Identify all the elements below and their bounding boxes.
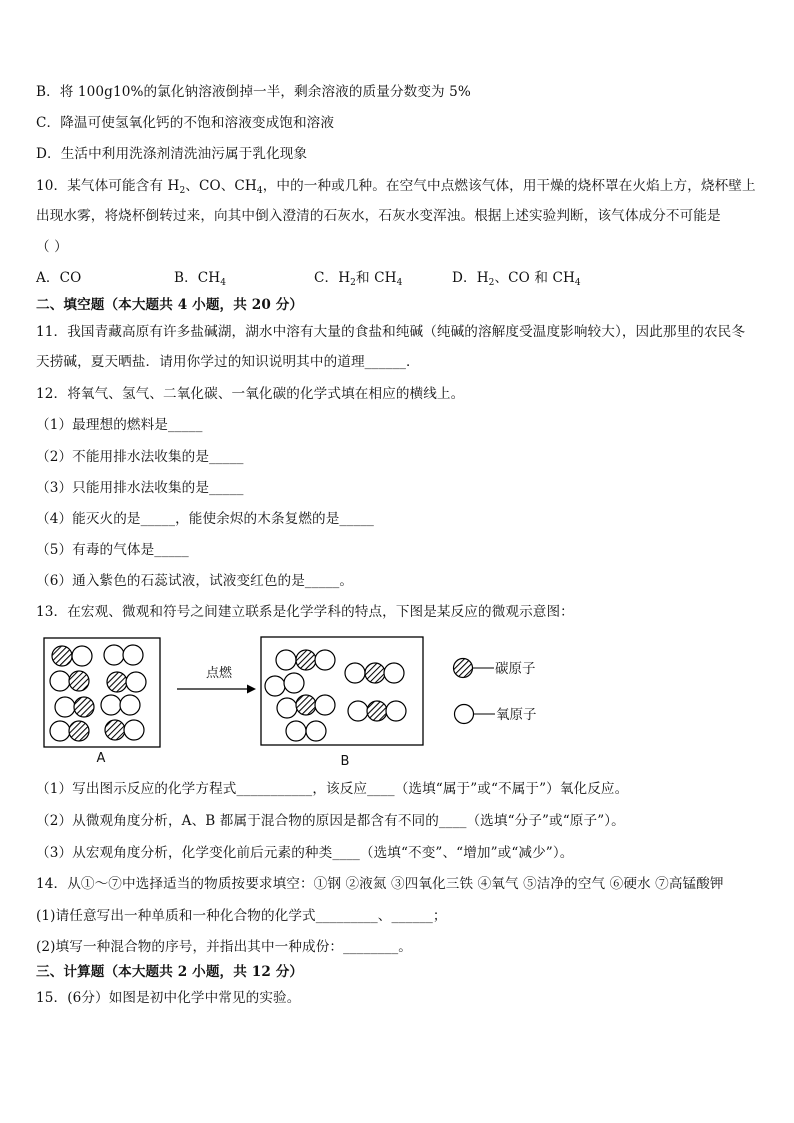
q14-stem: 14．从①～⑦中选择适当的物质按要求填空：①钢 ②液氮 ③四氧化三铁 ④氧气 ⑤洁净的空气 ⑥硬水 ⑦高锰酸钾 xyxy=(36,876,724,892)
q10-option-b: B．$CH_4$ xyxy=(174,270,227,288)
q10-option-a: A．CO xyxy=(36,270,82,286)
section-heading-calculation: 三、计算题（本大题共 2 小题，共 12 分） xyxy=(36,964,304,980)
diagram-label-a: A xyxy=(96,751,106,766)
q13-item: （3）从宏观角度分析，化学变化前后元素的种类____（选填“不变”、“增加”或“减少”）。 xyxy=(36,845,574,861)
reaction-diagram xyxy=(0,628,794,770)
q9-option-b: B．将 100g10%的氯化钠溶液倒掉一半，剩余溶液的质量分数变为 5% xyxy=(36,84,471,100)
q13-item: （2）从微观角度分析，A、B 都属于混合物的原因是都含有不同的____（选填“分子”或“原子”）。 xyxy=(36,813,625,829)
q10-option-c: C．$H_2$和 $CH_4$ xyxy=(314,270,403,288)
q12-item: （3）只能用排水法收集的是_____ xyxy=(36,480,244,496)
reaction-arrow-head xyxy=(247,685,256,694)
q11-line1: 11．我国青藏高原有许多盐碱湖，湖水中溶有大量的食盐和纯碱（纯碱的溶解度受温度影响较大），因此那里的农民冬 xyxy=(36,324,746,340)
q15-stem: 15．(6分）如图是初中化学中常见的实验。 xyxy=(36,990,301,1006)
q12-item: （4）能灭火的是_____，能使余烬的木条复燃的是_____ xyxy=(36,511,374,527)
legend-carbon-label: 碳原子 xyxy=(495,661,536,677)
q10-stem-line1: 10．某气体可能含有 $H_2$、CO、$CH_4$，中的一种或几种。在空气中点燃该气体，用干燥的烧杯罩在火焰上方，烧杯壁上 xyxy=(36,178,756,196)
q12-item: （5）有毒的气体是_____ xyxy=(36,542,189,558)
q12-item: （2）不能用排水法收集的是_____ xyxy=(36,449,244,465)
q10-stem-line2: 出现水雾，将烧杯倒转过来，向其中倒入澄清的石灰水，石灰水变浑浊。根据上述实验判断，该气体成分不可能是 xyxy=(36,208,721,224)
q11-line2: 天捞碱，夏天晒盐．请用你学过的知识说明其中的道理______． xyxy=(36,354,420,370)
q9-option-d: D．生活中利用洗涤剂清洗油污属于乳化现象 xyxy=(36,146,308,162)
box-a-molecules xyxy=(50,645,146,741)
legend-oxygen xyxy=(455,705,537,724)
section-heading-fill-in: 二、填空题（本大题共 4 小题，共 20 分） xyxy=(36,297,304,313)
box-b-molecules xyxy=(265,650,406,741)
q10-option-d: D．$H_2$、CO 和 $CH_4$ xyxy=(452,270,581,288)
arrow-label-ignite: 点燃 xyxy=(205,666,233,681)
q14-item: (1)请任意写出一种单质和一种化合物的化学式_________、______； xyxy=(36,908,447,924)
oxygen-atom-icon xyxy=(455,705,474,724)
q9-option-c: C．降温可使氢氧化钙的不饱和溶液变成饱和溶液 xyxy=(36,115,335,131)
q14-item: (2)填写一种混合物的序号，并指出其中一种成份：________。 xyxy=(36,939,412,955)
q10-answer-bracket: （ ） xyxy=(36,239,68,255)
q12-stem: 12．将氧气、氢气、二氧化碳、一氧化碳的化学式填在相应的横线上。 xyxy=(36,386,465,402)
q13-stem: 13．在宏观、微观和符号之间建立联系是化学学科的特点，下图是某反应的微观示意图： xyxy=(36,604,574,620)
legend-carbon xyxy=(454,659,536,678)
q13-item: （1）写出图示反应的化学方程式___________，该反应____（选填“属于”或“不属于”）氧化反应。 xyxy=(36,781,629,797)
q12-item: （6）通入紫色的石蕊试液，试液变红色的是_____。 xyxy=(36,573,354,589)
legend-oxygen-label: 氧原子 xyxy=(496,707,537,723)
carbon-atom-icon xyxy=(454,659,473,678)
diagram-label-b: B xyxy=(340,754,350,769)
q12-item: （1）最理想的燃料是_____ xyxy=(36,417,203,433)
